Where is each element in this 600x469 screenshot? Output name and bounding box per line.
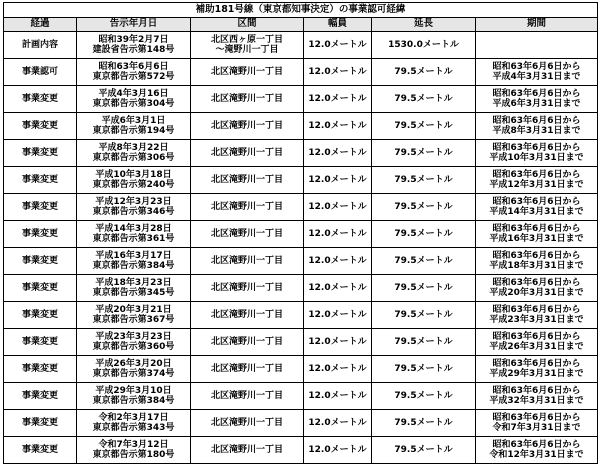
cell-section xyxy=(191,437,304,464)
cell-progress: 事業変更 xyxy=(4,302,77,329)
cell-notice xyxy=(77,356,191,383)
cell-progress: 事業変更 xyxy=(4,437,77,464)
cell-length: 79.5メートル xyxy=(372,302,476,329)
notice-number: 東京都告示第346号 xyxy=(92,207,175,217)
cell-notice xyxy=(77,383,191,410)
cell-notice xyxy=(77,221,191,248)
notice-number: 東京都告示第306号 xyxy=(92,153,175,163)
section-start: 北区滝野川一丁目 xyxy=(210,120,283,131)
cell-width: 12.0メートル xyxy=(304,86,372,113)
cell-notice xyxy=(77,437,191,464)
cell-length: 79.5メートル xyxy=(372,167,476,194)
period-start: 昭和63年6月6日から xyxy=(492,88,581,99)
cell-width: 12.0メートル xyxy=(304,221,372,248)
table-row xyxy=(4,86,598,113)
cell-period xyxy=(476,140,598,167)
period-end: 平成32年3月31日まで xyxy=(489,396,584,406)
period-start: 昭和63年6月6日から xyxy=(492,250,581,261)
table-row xyxy=(4,167,598,194)
cell-width: 12.0メートル xyxy=(304,140,372,167)
section-start: 北区滝野川一丁目 xyxy=(210,93,283,104)
cell-section xyxy=(191,59,304,86)
cell-section xyxy=(191,86,304,113)
period-end: 平成18年3月31日まで xyxy=(489,261,584,271)
table-row xyxy=(4,32,598,59)
cell-progress: 事業変更 xyxy=(4,410,77,437)
cell-notice xyxy=(77,32,191,59)
notice-number: 東京都告示第240号 xyxy=(92,180,175,190)
cell-notice xyxy=(77,86,191,113)
section-start: 北区滝野川一丁目 xyxy=(210,444,283,455)
notice-number: 東京都告示第367号 xyxy=(92,315,175,325)
header-section: 区間 xyxy=(191,18,304,32)
header-period: 期間 xyxy=(476,18,598,32)
table-header-row xyxy=(4,18,598,32)
cell-width: 12.0メートル xyxy=(304,383,372,410)
cell-period xyxy=(476,113,598,140)
period-end: 平成20年3月31日まで xyxy=(489,288,584,298)
notice-date: 昭和39年2月7日 xyxy=(98,34,169,45)
period-end: 平成10年3月31日まで xyxy=(489,153,584,163)
notice-number: 建設省告示第148号 xyxy=(92,45,175,55)
cell-section xyxy=(191,167,304,194)
cell-progress: 計画内容 xyxy=(4,32,77,59)
cell-progress: 事業変更 xyxy=(4,140,77,167)
cell-length: 79.5メートル xyxy=(372,329,476,356)
cell-period xyxy=(476,383,598,410)
cell-section xyxy=(191,221,304,248)
cell-section xyxy=(191,275,304,302)
cell-length: 1530.0メートル xyxy=(372,32,476,59)
cell-notice xyxy=(77,113,191,140)
cell-period xyxy=(476,194,598,221)
cell-period xyxy=(476,437,598,464)
notice-date: 平成14年3月28日 xyxy=(95,223,172,234)
notice-date: 平成26年3月20日 xyxy=(95,358,172,369)
period-end: 平成26年3月31日まで xyxy=(489,342,584,352)
cell-width: 12.0メートル xyxy=(304,356,372,383)
notice-date: 平成10年3月18日 xyxy=(95,169,172,180)
period-end: 令和7年3月31日まで xyxy=(492,423,581,433)
cell-width: 12.0メートル xyxy=(304,59,372,86)
cell-progress: 事業変更 xyxy=(4,221,77,248)
cell-length: 79.5メートル xyxy=(372,113,476,140)
period-start: 昭和63年6月6日から xyxy=(492,169,581,180)
cell-length: 79.5メートル xyxy=(372,437,476,464)
period-start: 昭和63年6月6日から xyxy=(492,61,581,72)
period-start: 昭和63年6月6日から xyxy=(492,277,581,288)
section-start: 北区滝野川一丁目 xyxy=(210,417,283,428)
cell-progress: 事業変更 xyxy=(4,86,77,113)
period-end: 平成14年3月31日まで xyxy=(489,207,584,217)
table-row xyxy=(4,437,598,464)
section-start: 北区滝野川一丁目 xyxy=(210,147,283,158)
section-start: 北区滝野川一丁目 xyxy=(210,390,283,401)
period-start: 昭和63年6月6日から xyxy=(492,412,581,423)
period-end: 平成8年3月31日まで xyxy=(492,126,581,136)
section-start: 北区滝野川一丁目 xyxy=(210,201,283,212)
cell-section xyxy=(191,410,304,437)
cell-period xyxy=(476,329,598,356)
cell-notice xyxy=(77,275,191,302)
cell-section xyxy=(191,356,304,383)
period-end: 平成29年3月31日まで xyxy=(489,369,584,379)
cell-length: 79.5メートル xyxy=(372,410,476,437)
period-start: 昭和63年6月6日から xyxy=(492,331,581,342)
notice-number: 東京都告示第572号 xyxy=(92,72,175,82)
notice-number: 東京都告示第194号 xyxy=(92,126,175,136)
cell-length: 79.5メートル xyxy=(372,356,476,383)
cell-notice xyxy=(77,194,191,221)
cell-progress: 事業変更 xyxy=(4,356,77,383)
notice-number: 東京都告示第343号 xyxy=(92,423,175,433)
notice-date: 平成20年3月21日 xyxy=(95,304,172,315)
section-start: 北区滝野川一丁目 xyxy=(210,336,283,347)
cell-length: 79.5メートル xyxy=(372,248,476,275)
table-row xyxy=(4,59,598,86)
notice-date: 昭和63年6月6日 xyxy=(98,61,169,72)
cell-section xyxy=(191,383,304,410)
notice-date: 令和7年3月12日 xyxy=(98,439,169,450)
notice-date: 令和2年3月17日 xyxy=(98,412,169,423)
cell-width: 12.0メートル xyxy=(304,113,372,140)
cell-progress: 事業変更 xyxy=(4,275,77,302)
cell-period xyxy=(476,410,598,437)
cell-section xyxy=(191,32,304,59)
cell-length: 79.5メートル xyxy=(372,86,476,113)
cell-width: 12.0メートル xyxy=(304,302,372,329)
cell-section xyxy=(191,113,304,140)
cell-width: 12.0メートル xyxy=(304,275,372,302)
cell-notice xyxy=(77,410,191,437)
section-start: 北区滝野川一丁目 xyxy=(210,363,283,374)
section-start: 北区滝野川一丁目 xyxy=(210,66,283,77)
cell-section xyxy=(191,302,304,329)
section-end: ～滝野川一丁目 xyxy=(215,45,279,55)
period-end: 平成23年3月31日まで xyxy=(489,315,584,325)
period-start: 昭和63年6月6日から xyxy=(492,358,581,369)
notice-date: 平成18年3月23日 xyxy=(95,277,172,288)
cell-period xyxy=(476,302,598,329)
notice-date: 平成6年3月1日 xyxy=(101,115,166,126)
cell-length: 79.5メートル xyxy=(372,59,476,86)
period-start: 昭和63年6月6日から xyxy=(492,385,581,396)
notice-date: 平成23年3月23日 xyxy=(95,331,172,342)
notice-number: 東京都告示第374号 xyxy=(92,369,175,379)
cell-section xyxy=(191,140,304,167)
table-row xyxy=(4,248,598,275)
table-row xyxy=(4,140,598,167)
table-row xyxy=(4,329,598,356)
notice-number: 東京都告示第180号 xyxy=(92,450,175,460)
table-row xyxy=(4,221,598,248)
period-start: 昭和63年6月6日から xyxy=(492,223,581,234)
notice-number: 東京都告示第361号 xyxy=(92,234,175,244)
section-start: 北区滝野川一丁目 xyxy=(210,174,283,185)
cell-progress: 事業変更 xyxy=(4,248,77,275)
section-start: 北区滝野川一丁目 xyxy=(210,309,283,320)
period-start: 昭和63年6月6日から xyxy=(492,196,581,207)
cell-progress: 事業変更 xyxy=(4,167,77,194)
cell-progress: 事業変更 xyxy=(4,113,77,140)
notice-date: 平成29年3月10日 xyxy=(95,385,172,396)
header-width: 幅員 xyxy=(304,18,372,32)
approval-history-table xyxy=(3,2,598,464)
cell-width: 12.0メートル xyxy=(304,167,372,194)
cell-period xyxy=(476,356,598,383)
cell-length: 79.5メートル xyxy=(372,275,476,302)
table-row xyxy=(4,383,598,410)
cell-width: 12.0メートル xyxy=(304,410,372,437)
cell-period xyxy=(476,221,598,248)
notice-number: 東京都告示第345号 xyxy=(92,288,175,298)
cell-notice xyxy=(77,248,191,275)
cell-notice xyxy=(77,59,191,86)
cell-progress: 事業変更 xyxy=(4,194,77,221)
notice-date: 平成4年3月16日 xyxy=(98,88,169,99)
section-start: 北区西ヶ原一丁目 xyxy=(210,34,283,45)
table-row xyxy=(4,410,598,437)
cell-width: 12.0メートル xyxy=(304,437,372,464)
cell-length: 79.5メートル xyxy=(372,383,476,410)
cell-period xyxy=(476,86,598,113)
cell-length: 79.5メートル xyxy=(372,221,476,248)
notice-number: 東京都告示第304号 xyxy=(92,99,175,109)
table-row xyxy=(4,302,598,329)
period-end: 平成16年3月31日まで xyxy=(489,234,584,244)
cell-progress: 事業変更 xyxy=(4,383,77,410)
table-row xyxy=(4,113,598,140)
cell-notice xyxy=(77,167,191,194)
header-notice-date: 告示年月日 xyxy=(77,18,191,32)
cell-period xyxy=(476,59,598,86)
table-title: 補助181号線（東京都知事決定）の事業認可経緯 xyxy=(4,3,598,18)
cell-period xyxy=(476,275,598,302)
cell-period xyxy=(476,167,598,194)
period-end: 平成6年3月31日まで xyxy=(492,99,581,109)
table-row xyxy=(4,356,598,383)
cell-length: 79.5メートル xyxy=(372,140,476,167)
section-start: 北区滝野川一丁目 xyxy=(210,228,283,239)
section-start: 北区滝野川一丁目 xyxy=(210,282,283,293)
cell-notice xyxy=(77,302,191,329)
cell-length: 79.5メートル xyxy=(372,194,476,221)
table-row xyxy=(4,275,598,302)
cell-period xyxy=(476,248,598,275)
period-start: 昭和63年6月6日から xyxy=(492,304,581,315)
period-end: 平成12年3月31日まで xyxy=(489,180,584,190)
cell-section xyxy=(191,194,304,221)
cell-width: 12.0メートル xyxy=(304,329,372,356)
period-end: 令和12年3月31日まで xyxy=(489,450,584,460)
header-progress: 経過 xyxy=(4,18,77,32)
period-start: 昭和63年6月6日から xyxy=(492,439,581,450)
notice-date: 平成12年3月23日 xyxy=(95,196,172,207)
cell-width: 12.0メートル xyxy=(304,32,372,59)
cell-width: 12.0メートル xyxy=(304,194,372,221)
period-start: 昭和63年6月6日から xyxy=(492,115,581,126)
cell-section xyxy=(191,329,304,356)
notice-number: 東京都告示第384号 xyxy=(92,396,175,406)
table-row xyxy=(4,194,598,221)
header-length: 延長 xyxy=(372,18,476,32)
notice-date: 平成16年3月17日 xyxy=(95,250,172,261)
cell-notice xyxy=(77,329,191,356)
period-start: 昭和63年6月6日から xyxy=(492,142,581,153)
cell-progress: 事業認可 xyxy=(4,59,77,86)
section-start: 北区滝野川一丁目 xyxy=(210,255,283,266)
notice-date: 平成8年3月22日 xyxy=(98,142,169,153)
cell-notice xyxy=(77,140,191,167)
cell-period xyxy=(476,32,598,59)
notice-number: 東京都告示第360号 xyxy=(92,342,175,352)
cell-width: 12.0メートル xyxy=(304,248,372,275)
table-title-row xyxy=(4,3,598,18)
period-end: 平成4年3月31日まで xyxy=(492,72,581,82)
notice-number: 東京都告示第384号 xyxy=(92,261,175,271)
cell-section xyxy=(191,248,304,275)
cell-progress: 事業変更 xyxy=(4,329,77,356)
